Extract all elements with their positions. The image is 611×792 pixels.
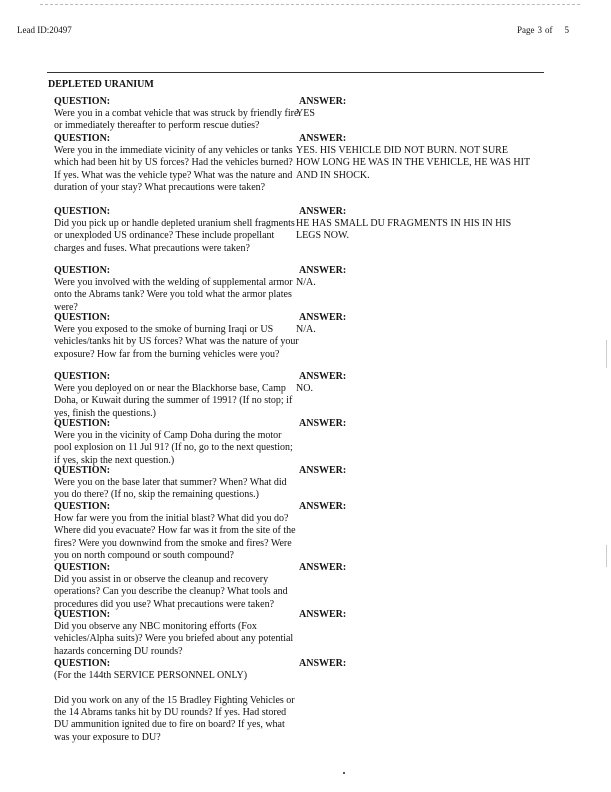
page-label: Page bbox=[517, 25, 535, 35]
answer-label: ANSWER: bbox=[299, 96, 347, 107]
question-text: Were you involved with the welding of supplemental armor onto the Abrams tank? Were you told what the armor plates were? bbox=[54, 277, 293, 313]
answer-block-4 bbox=[296, 265, 566, 289]
question-block-2 bbox=[54, 133, 299, 194]
scan-speck bbox=[343, 772, 345, 774]
question-text: Did you observe any NBC monitoring efforts (Fox vehicles/Alpha suits)? Were you briefed about any potential hazards concerning DU rounds? bbox=[54, 621, 294, 657]
question-label: QUESTION: bbox=[54, 96, 111, 107]
question-label: QUESTION: bbox=[54, 501, 111, 512]
answer-label: ANSWER: bbox=[299, 418, 347, 429]
question-block-1 bbox=[54, 96, 299, 133]
answer-block-9 bbox=[296, 501, 566, 513]
question-label: QUESTION: bbox=[54, 133, 111, 144]
question-block-5 bbox=[54, 312, 299, 361]
answer-block-3 bbox=[296, 206, 566, 243]
question-block-4 bbox=[54, 265, 299, 314]
page-indicator bbox=[517, 25, 572, 35]
question-text: Were you deployed on or near the Blackhorse base, Camp Doha, or Kuwait during the summer of 1991? (If no stop; if yes, finish the questions.) bbox=[54, 383, 293, 419]
answer-label: ANSWER: bbox=[299, 562, 347, 573]
question-block-3 bbox=[54, 206, 299, 255]
of-label: of bbox=[545, 25, 553, 35]
question-text: Were you exposed to the smoke of burning Iraqi or US vehicles/tanks hit by US forces? What was the nature of your exposure? How far from the burning vehicles were you? bbox=[54, 324, 299, 360]
question-text: (For the 144th SERVICE PERSONNEL ONLY) bbox=[54, 670, 248, 682]
question-text: Were you in the vicinity of Camp Doha during the motor pool explosion on 11 Jul 91? (If no, go to the next question; if yes, skip the next question.) bbox=[54, 430, 293, 466]
answer-label: ANSWER: bbox=[299, 133, 347, 144]
lead-id: Lead ID:20497 bbox=[17, 25, 72, 35]
answer-text: YES. HIS VEHICLE DID NOT BURN. NOT SURE HOW LONG HE WAS IN THE VEHICLE, HE WAS HIT AND IN SHOCK. bbox=[296, 145, 531, 181]
answer-label: ANSWER: bbox=[299, 371, 347, 382]
question-label: QUESTION: bbox=[54, 206, 111, 217]
scan-margin-mark bbox=[606, 340, 607, 368]
page-number: 3 bbox=[537, 25, 542, 35]
section-title: DEPLETED URANIUM bbox=[48, 79, 154, 90]
question-block-9 bbox=[54, 501, 299, 562]
answer-text: N/A. bbox=[296, 324, 316, 336]
answer-block-10 bbox=[296, 562, 566, 574]
answer-block-1 bbox=[296, 96, 566, 120]
question-label: QUESTION: bbox=[54, 658, 111, 669]
answer-label: ANSWER: bbox=[299, 658, 347, 669]
question-text: Were you on the base later that summer? When? What did you do there? (If no, skip the remaining questions.) bbox=[54, 477, 287, 501]
question-text: Were you in a combat vehicle that was struck by friendly fire or immediately thereafter to perform rescue duties? bbox=[54, 108, 299, 132]
question-block-10 bbox=[54, 562, 299, 611]
question-label: QUESTION: bbox=[54, 265, 111, 276]
scan-margin-mark bbox=[606, 545, 607, 567]
question-label: QUESTION: bbox=[54, 562, 111, 573]
answer-label: ANSWER: bbox=[299, 501, 347, 512]
answer-text: HE HAS SMALL DU FRAGMENTS IN HIS IN HIS LEGS NOW. bbox=[296, 218, 512, 242]
question-block-12 bbox=[54, 658, 299, 682]
question-label: QUESTION: bbox=[54, 312, 111, 323]
answer-block-11 bbox=[296, 609, 566, 621]
answer-block-7 bbox=[296, 418, 566, 430]
answer-block-2 bbox=[296, 133, 566, 182]
answer-label: ANSWER: bbox=[299, 206, 347, 217]
question-text: Did you assist in or observe the cleanup and recovery operations? Can you describe the cleanup? What tools and procedures did you use? What precautions were taken? bbox=[54, 574, 288, 610]
answer-block-5 bbox=[296, 312, 566, 336]
followup-question: Did you work on any of the 15 Bradley Fighting Vehicles or the 14 Abrams tanks hit by DU rounds? If yes. Had stored DU ammunition ignited due to fire on board? If yes, what was your exposure to DU? bbox=[54, 695, 295, 743]
question-block-11 bbox=[54, 609, 299, 658]
answer-label: ANSWER: bbox=[299, 609, 347, 620]
section-divider bbox=[47, 72, 544, 73]
scan-top-edge bbox=[40, 4, 580, 5]
question-label: QUESTION: bbox=[54, 609, 111, 620]
question-block-7 bbox=[54, 418, 299, 467]
question-text: Were you in the immediate vicinity of any vehicles or tanks which had been hit by US forces? Had the vehicles burned? If yes. What was the vehicle type? What was the nature and duration of your stay? What precautions were taken? bbox=[54, 145, 293, 193]
question-block-6 bbox=[54, 371, 299, 420]
answer-text: NO. bbox=[296, 383, 313, 395]
question-label: QUESTION: bbox=[54, 418, 111, 429]
answer-text: N/A. bbox=[296, 277, 316, 289]
question-label: QUESTION: bbox=[54, 465, 111, 476]
answer-block-6 bbox=[296, 371, 566, 395]
page-total: 5 bbox=[564, 25, 569, 35]
question-block-8 bbox=[54, 465, 299, 502]
answer-text: YES bbox=[296, 108, 315, 120]
question-label: QUESTION: bbox=[54, 371, 111, 382]
answer-label: ANSWER: bbox=[299, 265, 347, 276]
answer-block-12 bbox=[296, 658, 566, 670]
question-text: How far were you from the initial blast? What did you do? Where did you evacuate? How far was it from the site of the fires? Were you downwind from the smoke and fires? Were you on north compound or south compound? bbox=[54, 513, 296, 561]
question-text: Did you pick up or handle depleted uranium shell fragments or unexploded US ordinance? These include propellant charges and fuses. What precautions were taken? bbox=[54, 218, 295, 254]
answer-label: ANSWER: bbox=[299, 465, 347, 476]
answer-label: ANSWER: bbox=[299, 312, 347, 323]
answer-block-8 bbox=[296, 465, 566, 477]
